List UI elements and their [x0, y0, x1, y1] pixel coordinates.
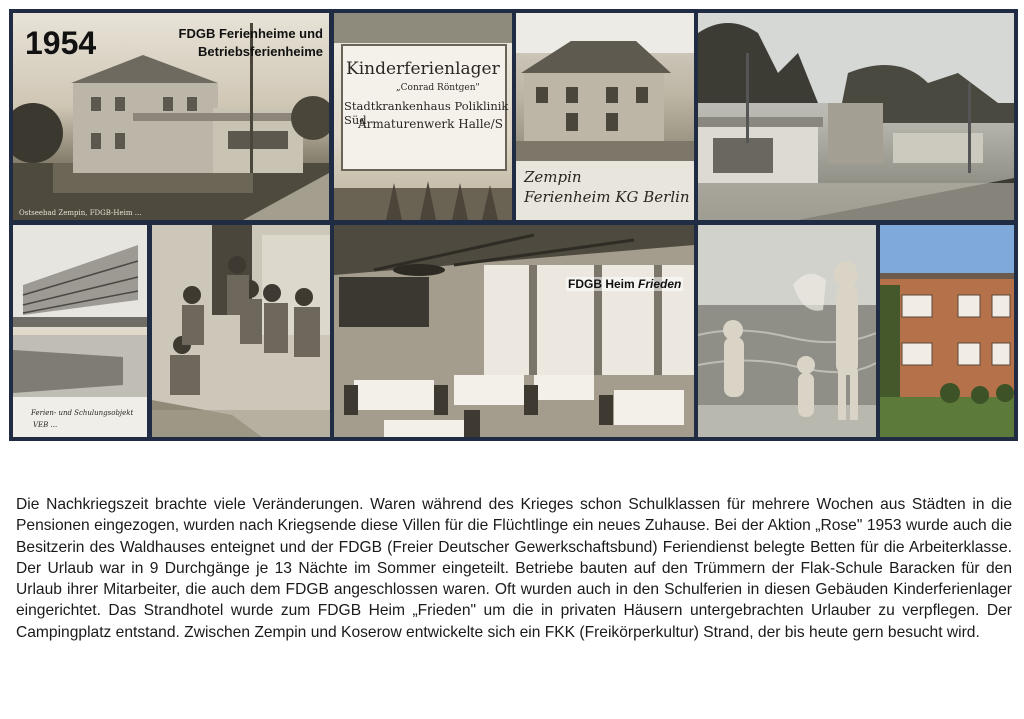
zempin-caption-1: Zempin: [524, 168, 582, 186]
sign-title: Kinderferienlager: [346, 59, 500, 79]
photo-collage: [9, 9, 1018, 441]
photo-ferienheim-1954: [13, 13, 329, 220]
zempin-caption-2: Ferienheim KG Berlin: [524, 188, 690, 206]
photo-heim-frieden-dining: [334, 225, 694, 437]
street-illustration: [698, 13, 1014, 220]
photo-group-women: [152, 225, 330, 437]
year-label: 1954: [25, 25, 97, 61]
article-paragraph: Die Nachkriegszeit brachte viele Veränderungen. Waren während des Krieges schon Schulklassen für mehrere Wochen aus Städten in die Pensionen eingezogen, wurden nach Kriegsende diese Villen für die Flüchtlinge ein neues Zuhause. Bei der Aktion „Rose" 1953 wurde auch die Besitzerin des Waldhauses enteignet und der FDGB (Freier Deutscher Gewerkschaftsbund) Feriendienst belegte Betten für die Arbeiterklasse. Der Urlaub war in 9 Durchgänge je 13 Nächte im Sommer eingeteilt. Betriebe bauten auf den Trümmern der Flak-Schule Baracken für den Urlaub ihrer Mitarbeiter, die auch dem FDGB angeschlossen waren. Oft wurden auch in den Schulferien in diesen Gebäuden Kinderferienlager eingerichtet. Das Strandhotel wurde zum FDGB Heim „Frieden" um die in privaten Häusern untergebrachten Urlauber zu verpflegen. Der Campingplatz entstand. Zwischen Zempin und Koserow entwickelte sich ein FKK (Freikörperkultur) Strand, der bis heute gern besucht wird.: [16, 496, 1012, 641]
sign-line-1: Stadtkrankenhaus Poliklinik Süd: [344, 99, 509, 127]
schulungsobjekt-caption-2: VEB ...: [33, 421, 58, 429]
brick-building-illustration: [880, 225, 1014, 437]
photo-brick-building: [880, 225, 1014, 437]
group-illustration: [152, 225, 330, 437]
heim-frieden-label-name: Frieden: [638, 277, 682, 291]
heim-frieden-label: [566, 277, 683, 291]
ferienheime-caption: FDGB Ferienheime und Betriebsferienheime: [178, 26, 323, 59]
postcard-note: Ostseebad Zempin, FDGB-Heim ...: [19, 209, 142, 217]
sign-line-2: Armaturenwerk Halle/S: [358, 117, 503, 131]
photo-fkk-beach: [698, 225, 876, 437]
blocks-illustration: [13, 225, 147, 437]
photo-zempin-ferienheim: [516, 13, 694, 220]
photo-schulungsobjekt: [13, 225, 147, 437]
dining-hall-illustration: [334, 225, 694, 437]
photo-street-scene: [698, 13, 1014, 220]
photo-kinderferienlager-sign: [334, 13, 512, 220]
schulungsobjekt-caption-1: Ferien- und Schulungsobjekt: [31, 409, 134, 417]
sign-subtitle: „Conrad Röntgen": [396, 83, 480, 93]
beach-illustration: [698, 225, 876, 437]
heim-frieden-label-main: FDGB Heim: [568, 277, 639, 291]
